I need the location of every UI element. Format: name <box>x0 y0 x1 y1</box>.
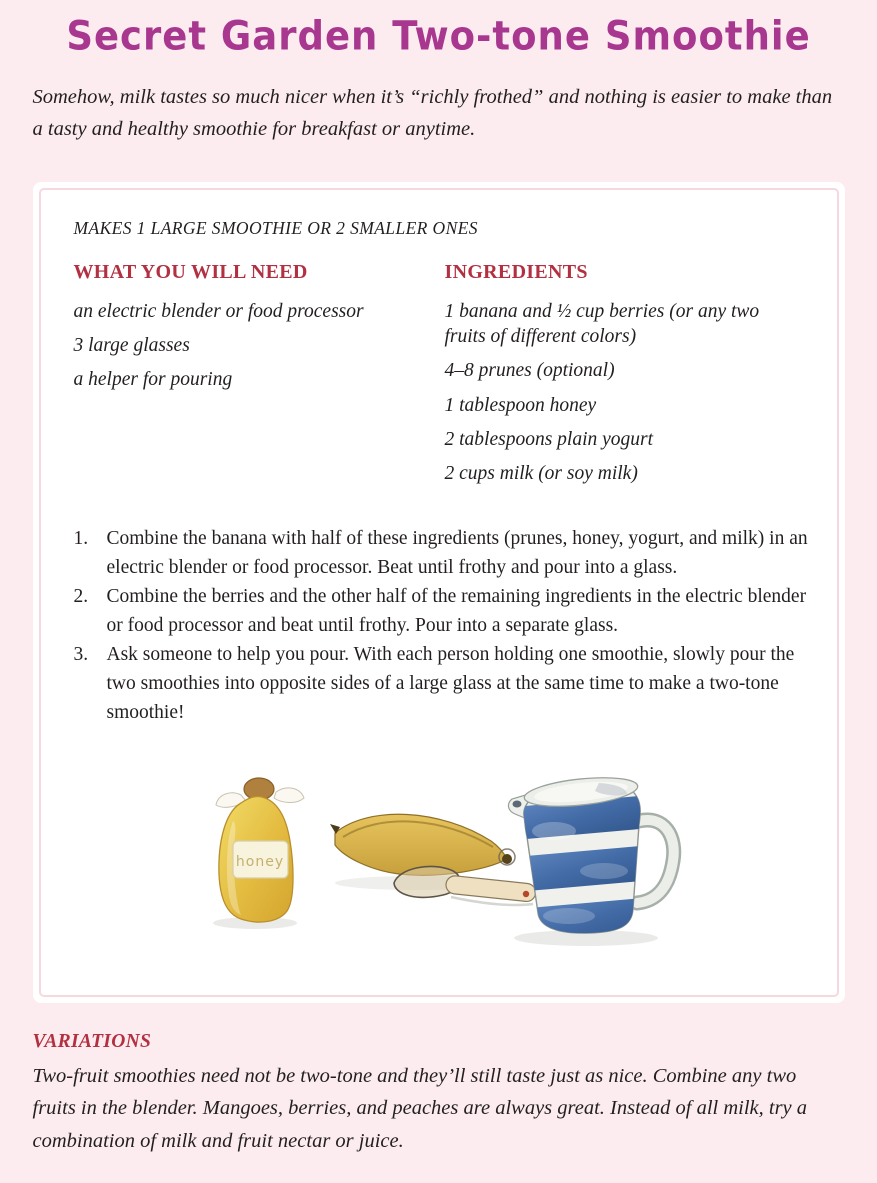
illustration-svg <box>189 761 689 956</box>
step-number: 1. <box>73 527 89 549</box>
honey-jar-illustration <box>213 778 304 929</box>
step-item <box>74 640 826 727</box>
ingredient-item: 2 cups milk (or soy milk) <box>444 463 638 485</box>
banana-and-knife-illustration <box>330 814 537 905</box>
step-text: Combine the berries and the other half of the remaining ingredients in the electric blender or food processor and beat until frothy. Pour into a separate glass. <box>106 585 807 636</box>
step-item <box>74 582 826 640</box>
ingredients-heading: INGREDIENTS <box>444 260 588 283</box>
equipment-heading: WHAT YOU WILL NEED <box>73 260 308 283</box>
recipe-card-inner <box>39 188 839 997</box>
step-number: 2. <box>73 585 89 607</box>
ingredients-section <box>445 261 797 496</box>
page-title: Secret Garden Two-tone Smoothie <box>66 12 811 60</box>
intro-text: Somehow, milk tastes so much nicer when it’s “richly frothed” and nothing is easier to make than a tasty and healthy smoothie for breakfast or anytime. <box>32 86 833 141</box>
ingredient-item: 1 tablespoon honey <box>444 394 597 416</box>
watercolor-illustration <box>68 761 811 961</box>
step-item <box>74 524 826 582</box>
steps-list <box>74 524 826 727</box>
equipment-section <box>74 261 445 496</box>
step-text: Combine the banana with half of these ingredients (prunes, honey, yogurt, and milk) in an electric blender or food processor. Beat until frothy and pour into a glass. <box>106 527 808 578</box>
needs-ingredients-columns <box>74 261 811 496</box>
ingredient-item: 4–8 prunes (optional) <box>444 360 615 382</box>
variations-section <box>33 1031 845 1183</box>
variations-heading: VARIATIONS <box>32 1030 152 1052</box>
ingredient-item: 1 banana and ½ cup berries (or any two fruits of different colors) <box>444 300 760 348</box>
equipment-item: an electric blender or food processor <box>73 300 364 322</box>
yield-line: MAKES 1 LARGE SMOOTHIE OR 2 SMALLER ONES <box>73 217 478 238</box>
equipment-item: 3 large glasses <box>73 335 190 357</box>
milk-jug-illustration <box>504 773 674 946</box>
variations-text: Two-fruit smoothies need not be two-tone and they’ll still taste just as nice. Combine any two fruits in the blender. Mangoes, berries, and peaches are always great. Instead of all milk, try a combination of milk and fruit nectar or juice. <box>32 1064 808 1152</box>
recipe-card <box>33 182 845 1003</box>
equipment-item: a helper for pouring <box>73 369 233 391</box>
honey-jar-label: honey <box>235 853 285 870</box>
ingredient-item: 2 tablespoons plain yogurt <box>444 429 654 451</box>
step-number: 3. <box>73 643 89 665</box>
step-text: Ask someone to help you pour. With each person holding one smoothie, slowly pour the two smoothies into opposite sides of a large glass at the same time to make a two-tone smoothie! <box>106 643 795 723</box>
